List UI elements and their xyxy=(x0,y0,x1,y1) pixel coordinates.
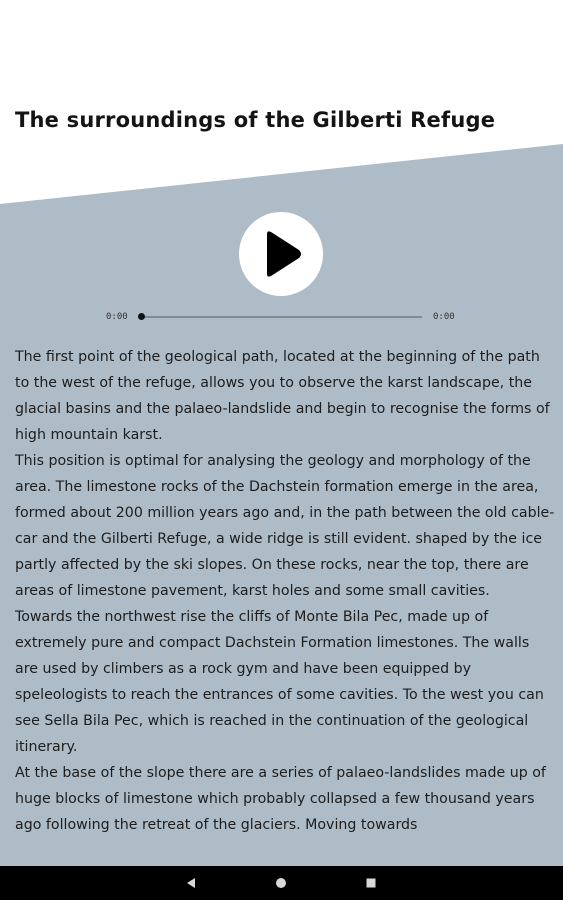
back-triangle-icon xyxy=(185,877,197,889)
paragraph: Towards the northwest rise the cliffs of Monte Bila Pec, made up of extremely pure and compact Dachstein Formation limestones. The walls are used by climbers as a rock gym and have been equipped by speleologists to reach the entrances of some cavities. To the west you can see Sella Bila Pec, which is reached in the continuation of the geological itinerary. xyxy=(15,609,544,755)
nav-recents-button[interactable] xyxy=(351,866,391,900)
system-navigation-bar xyxy=(0,866,563,900)
paragraph: This position is optimal for analysing the geology and morphology of the area. The limestone rocks of the Dachstein formation emerge in the area, formed about 200 million years ago and, in the path between the old cable-car and the Gilberti Refuge, a wide ridge is still evident. shaped by the ice partly affected by the ski slopes. On these rocks, near the top, there are areas of limestone pavement, karst holes and some small cavities. xyxy=(15,453,555,599)
page-title: The surroundings of the Gilberti Refuge xyxy=(15,108,496,132)
nav-back-button[interactable] xyxy=(171,866,211,900)
current-time: 0:00 xyxy=(106,312,128,322)
recents-square-icon xyxy=(365,877,377,889)
home-circle-icon xyxy=(275,877,287,889)
nav-home-button[interactable] xyxy=(261,866,301,900)
article-body xyxy=(15,344,555,838)
play-icon xyxy=(259,230,303,278)
duration-time: 0:00 xyxy=(433,312,455,322)
paragraph: At the base of the slope there are a series of palaeo-landslides made up of huge blocks of limestone which probably collapsed a few thousand years ago following the retreat of the glaciers. Moving towards xyxy=(15,765,546,833)
play-button[interactable] xyxy=(239,212,323,296)
progress-track[interactable] xyxy=(140,316,422,318)
progress-thumb[interactable] xyxy=(138,313,145,320)
paragraph: The first point of the geological path, located at the beginning of the path to the west of the refuge, allows you to observe the karst landscape, the glacial basins and the palaeo-landslide and begin to recognise the forms of high mountain karst. xyxy=(15,349,550,443)
